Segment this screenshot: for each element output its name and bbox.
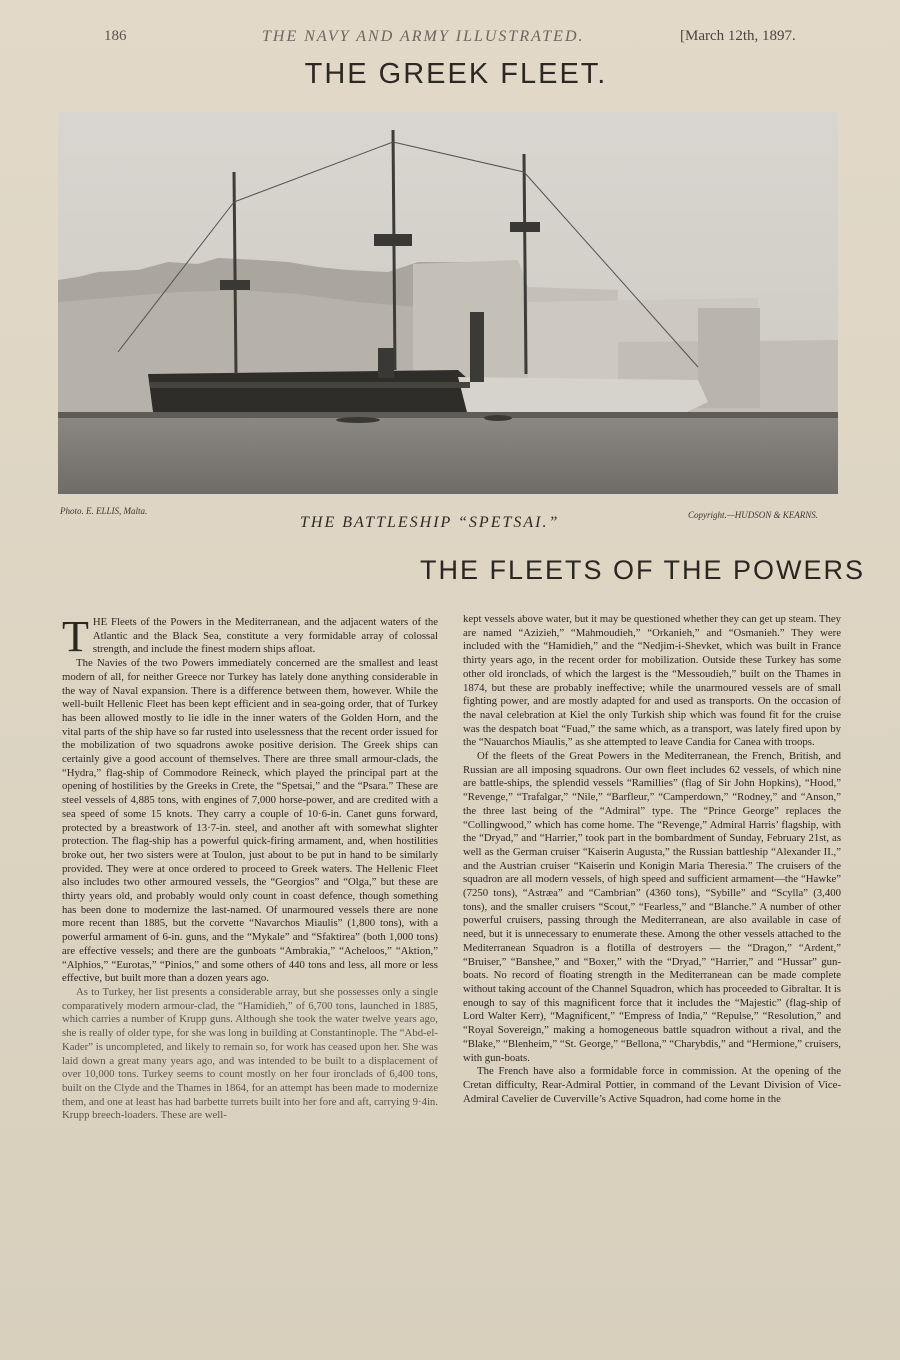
page-number: 186 <box>104 28 127 44</box>
battleship-photo <box>58 112 838 494</box>
drop-cap: T <box>62 612 89 661</box>
article-paragraph: Of the fleets of the Great Powers in the Mediterranean, the French, British, and Russian are all imposing squadrons. Our own fleet includes 62 vessels, of which nine are battle-ships, the splendid vessels “Ramillies” (flag of Sir John Hopkins), “Hood,” “Revenge,” “Trafalgar,” “Nile,” “Barfleur,” “Camperdown,” “Rodney,” and “Anson,” the three last being of the “Admiral” type. The “Prince George” replaces the “Collingwood,” which has come home. The “Revenge,” Admiral Harris’ flagship, with the “Dryad,” and “Harrier,” took part in the bombardment of Sunday, February 21st, as well as the German cruiser “Kaiserin Augusta,” the Russian battleship “Alexander II.,” and the Austrian cruiser “Kaiserin und Konigin Maria Theresia.” The cruisers of the squadron are all modern vessels, of high speed and sufficient armament—the “Hawke” (7250 tons), “Astræa” and “Cambrian” (4360 tons), “Sybille” and “Scylla” (3,400 tons), and the smaller cruisers “Scout,” “Fearless,” and “Blanche.” A number of other powerful cruisers, passing through the Mediterranean, are also available in case of need, but it is unnecessary to enumerate these. Among the other vessels attached to the Mediterranean Squadron is a flotilla of destroyers — the “Dragon,” “Ardent,” “Bruiser,” “Banshee,” and “Boxer,” with the “Dryad,” “Harrier,” and “Hussar” gun-boats. No record of floating strength in the Mediterranean can be made complete without taking account of the Channel Squadron, which has proceeded to Gibraltar. It is enough to say of this magnificent force that it includes the “Majestic” (flag-ship of Lord Walter Kerr), “Magnificent,” “Empress of India,” “Repulse,” “Resolution,” and “Royal Sovereign,” making a homogeneous battle squadron without a rival, and the “Blake,” “Blenheim,” “St. George,” “Bellona,” “Charybdis,” and “Hermione,” cruisers, with gun-boats. <box>463 750 841 1064</box>
issue-date: [March 12th, 1897. <box>680 28 796 44</box>
article-paragraph: kept vessels above water, but it may be questioned whether they can get up steam. They are named “Azizieh,” “Mahmoudieh,” “Orkanieh,” and “Osmanieh.” They were included with the “Hamidieh,” and the “Nedjim-i-Shevket, which was built in France thirty years ago, in the recent order for mobilization. Outside these Turkey has some other old ironclads, of which the largest is the “Messoudieh,” built on the Thames in 1874, but these are probably ineffective; while the unarmoured vessels are of small fighting power, and are mostly adapted for and used as transports. On the occasion of the naval celebration at Kiel the only Turkish ship which was found fit for the cruise was the despatch boat “Fuad,” the same which, as a transport, was lately fired upon by the “Nauarchos Miaulis,” as she attempted to leave Candia for Canea with troops. <box>463 613 841 749</box>
photo-credit: Photo. E. ELLIS, Malta. <box>60 506 148 516</box>
article-paragraph <box>62 612 438 661</box>
running-head <box>0 26 900 52</box>
article-paragraph: The French have also a formidable force in commission. At the opening of the Cretan difficulty, Rear-Admiral Pottier, in command of the Levant Division of Vice-Admiral Cavelier de Cuverville’s Active Squadron, had come home in the <box>463 1065 841 1105</box>
article-paragraph: As to Turkey, her list presents a considerable array, but she possesses only a single comparatively modern armour-clad, the “Hamidieh,” of 6,700 tons, launched in 1885, which carries a number of Krupp guns. Although she took the water twelve years ago, she is really of older type, for she was long in building at Constantinople. The “Abd-el-Kader” is uncompleted, and likely to remain so, for work has ceased upon her. She was laid down a great many years ago, and was intended to be built to a displacement of over 10,000 tons. Turkey seems to count mostly on her four ironclads of 6,400 tons, built on the Clyde and the Thames in 1864, for an attempt has been made to modernize them, and one at least has had barbette turrets built into her fore and aft, carrying 9·4in. Krupp breech-loaders. These are well- <box>62 985 438 1122</box>
article-column-right <box>463 613 841 1106</box>
copyright-credit: Copyright.—HUDSON & KEARNS. <box>688 510 819 520</box>
article-column-left <box>62 612 438 1123</box>
photo-caption: THE BATTLESHIP “SPETSAI.” <box>300 514 560 531</box>
article-title: THE GREEK FLEET. <box>304 58 608 90</box>
article-paragraph: The Navies of the two Powers immediately concerned are the smallest and least modern of all, for neither Greece nor Turkey has lately done anything considerable in the way of Naval expansion. There is a difference between them, however. While the well-built Hellenic Fleet has been kept efficient and in sea-going order, that of Turkey has been allowed mostly to lie idle in the inner waters of the Golden Horn, and the vital parts of the ship have so far rusted into uselessness that the recent order issued for the mobilization of two squadrons awoke positive derision. The Greek ships can certainly give a good account of themselves. There are three small armour-clads, the “Hydra,” flag-ship of Commodore Reineck, which played the principal part at the opening of hostilities by the Greeks in Crete, the “Spetsai,” and the “Psara.” These are steel vessels of 4,885 tons, with engines of 7,000 horse-power, and are credited with a sea speed of some 15 knots. They carry a couple of 10·6-in. Canet guns forward, protected by a breastwork of 13·7-in. steel, and another aft with somewhat slighter protection. The flag-ship has a powerful quick-firing armament, and, when hostilities broke out, her two sisters were at Toulon, just about to be put in hand to be similarly provided. They were at once ordered to proceed to Greek waters. The Hellenic Fleet also includes two other armoured vessels, the “Georgios” and “Olga,” but these are thirty years old, and probably would only count in coast defence, though something has been done to modernize the last-named. Of unarmoured vessels there are none more recent than 1885, but the corvette “Navarchos Miaulis” (1,800 tons), with a powerful armament of 6-in. guns, and the “Mykale” and “Sfaktirea” (both 1,000 tons) are effective vessels; and there are the gunboats “Ambrakia,” “Acheloos,” “Aktion,” “Alphios,” “Eurotas,” “Pinios,” and some others of 440 tons and less, all more or less effective, but built more than a dozen years ago. <box>62 657 438 985</box>
paragraph-text: HE Fleets of the Powers in the Mediterranean, and the adjacent waters of the Atlantic and the Black Sea, constitute a very formidable array of colossal strength, and include the finest modern ships afloat. <box>92 616 438 656</box>
section-title: THE FLEETS OF THE POWERS <box>420 555 866 585</box>
publication-title: THE NAVY AND ARMY ILLUSTRATED. <box>262 28 585 45</box>
